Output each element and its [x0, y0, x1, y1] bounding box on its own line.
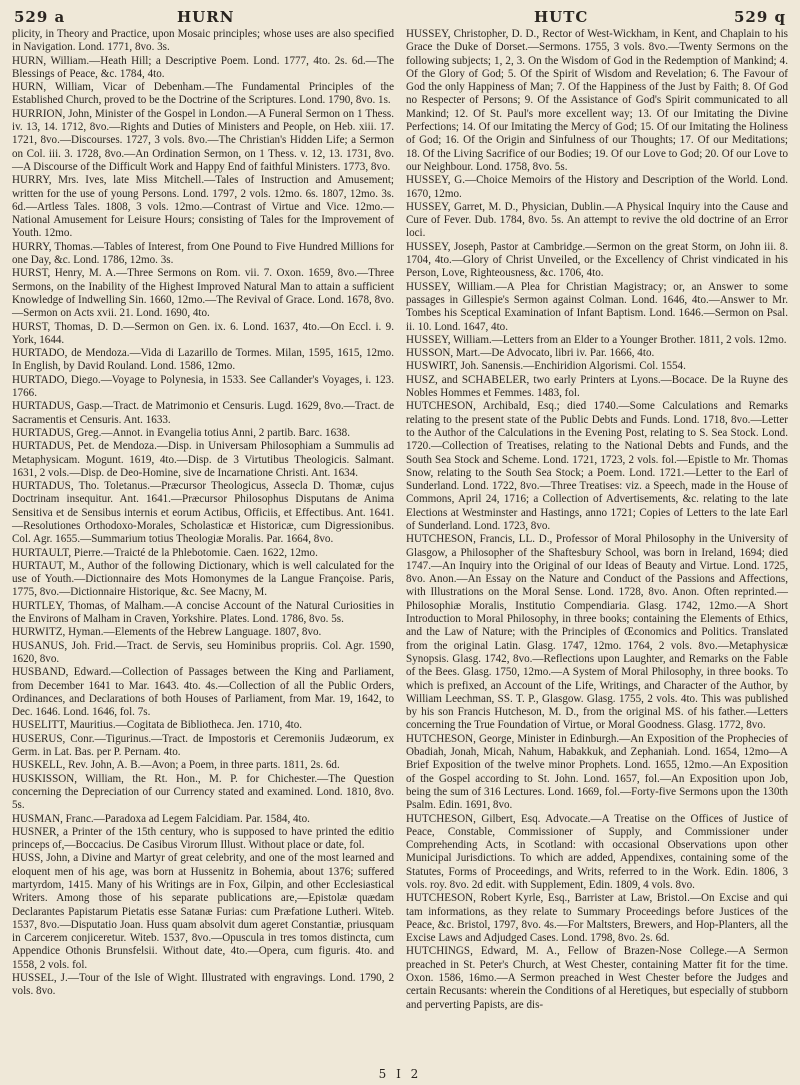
entry: HURST, Thomas, D. D.—Sermon on Gen. ix. 6. Lond. 1637, 4to.—On Eccl. i. 9. York, 1644. [12, 320, 394, 346]
entry: HUTCHINGS, Edward, M. A., Fellow of Brazen-Nose College.—A Sermon preached in St. Peter's Church, at West Chester, containing Matter fit for the time. Oxon. 1586, 16mo.—A Sermon preached in West Chester before the Judges and certain Recusants: wherein the Conditions of al Heretiques, but especially of stubborn and perverting Papists, are dis- [406, 945, 788, 1011]
signature-mark: 5 I 2 [378, 1067, 422, 1081]
entry: HUTCHESON, Archibald, Esq.; died 1740.—Some Calculations and Remarks relating to the present state of the Public Debts and Funds. Lond. 1718, 8vo.—Letter to the Author of the Calculations in the Evening Post, relating to S. Sea Stock. Lond. 1720.—Collection of Treatises, relating to the National Debts and Funds, and the South Sea Stock and Scheme. Lond. 1721, 1723, 2 vols. fol.—Epistle to Mr. Thomas Snow, relating to the South Sea Stock; a Poem. Lond. 1721.—Letter to the Earl of Sunderland. Lond. 1722, 8vo.—Three Treatises: viz. a Speech, made in the House of Commons, April 24, 1716; a Collection of Advertisements, &c. relating to the late Elections at Westminster and Hastings, anno 1721; Copies of Letters to the late Earl of Sunderland. Lond. 1723, 8vo. [406, 400, 788, 532]
entry: HURWITZ, Hyman.—Elements of the Hebrew Language. 1807, 8vo. [12, 626, 322, 639]
entry: HURTLEY, Thomas, of Malham.—A concise Account of the Natural Curiosities in the Environs of Malham in Craven, Yorkshire. Plates. Lond. 1786, 8vo. 5s. [12, 599, 394, 626]
entry: HUSSEY, Joseph, Pastor at Cambridge.—Sermon on the great Storm, on John iii. 8. 1704, 4to.—Glory of Christ Unveiled, or the Excellency of Christ vindicated in his Person, Love, Righteousness, &c. 1706, 4to. [406, 240, 788, 280]
entry: HURRY, Mrs. Ives, late Miss Mitchell.—Tales of Instruction and Amusement; written for the use of young Persons. Lond. 1797, 2 vols. 12mo. 6s. 1807, 12mo. 3s. 6d.—Artless Tales. 1808, 3 vols. 12mo.—Contrast of Virtue and Vice. 12mo.—National Amusement for Leisure Hours; consisting of Tales for the Improvement of Youth. 12mo. [12, 174, 394, 240]
entry: HUTCHESON, Francis, LL. D., Professor of Moral Philosophy in the University of Glasgow, a Philosopher of the Shaftesbury School, was born in Ireland, 1694; died 1747.—An Inquiry into the Original of our Ideas of Beauty and Virtue. Lond. 1725, 8vo. Anon.—An Essay on the Nature and Conduct of the Passions and Affections, with Illustrations on the Moral Sense. Lond. 1728, 8vo. Anon. Often reprinted.—Philosophiæ Moralis, Institutio Compendiaria. Glasg. 1742, 12mo.—A Short Introduction to Moral Philosophy, in three books; containing the Elements of Ethics, and the Law of Nature; with the Principles of Œconomics and Politics. Translated from the original Latin. Glasg. 1747, 12mo. 1764, 2 vols. 8vo.—Metaphysicæ Synopsis. Glasg. 1742, 8vo.—Reflections upon Laughter, and Remarks on the Fable of the Bees. Glasg. 1750, 12mo.—A System of Moral Philosophy, in three books. To which is prefixed, an Account of the Life, Writings, and Character of the Author, by William Leechman, SS. T. P., Glasgow. Glasg. 1755, 2 vols. 4to. This was published by his son Francis Hutcheson, M. D., from the original MS. of his father.—Letters concerning the True Foundation of Virtue, or Moral Goodness. Glasg. 1772, 8vo. [406, 533, 788, 732]
entry: HURTADUS, Gasp.—Tract. de Matrimonio et Censuris. Lugd. 1629, 8vo.—Tract. de Sacramentis et Censuris. Ant. 1633. [12, 400, 394, 426]
entry: HUSSEL, J.—Tour of the Isle of Wight. Illustrated with engravings. Lond. 1790, 2 vols. 8vo. [12, 972, 394, 998]
entry: HURTADO, Diego.—Voyage to Polynesia, in 1533. See Callander's Voyages, i. 123. 1766. [12, 373, 394, 400]
entry: HUTCHESON, George, Minister in Edinburgh.—An Exposition of the Prophecies of Obadiah, Jonah, Micah, Nahum, Habakkuk, and Zephaniah. Lond. 1654, 12mo—A Brief Exposition of the twelve minor Prophets. Lond. 1655, 12mo.—An Exposition of the Gospel according to St. John. Lond. 1657, fol.—An Exposition upon Job, being the sum of 316 Lectures. Lond. 1669, fol.—Forty-five Sermons upon the 130th Psalm. Edin. 1691, 8vo. [406, 732, 788, 812]
entry: HURTADO, de Mendoza.—Vida di Lazarillo de Tormes. Milan, 1595, 1615, 12mo. In English, by David Rouland. Lond. 1586, 12mo. [12, 347, 394, 373]
left-running-head: HURN [177, 8, 235, 26]
entry: HURST, Henry, M. A.—Three Sermons on Rom. vii. 7. Oxon. 1659, 8vo.—Three Sermons, on the Inability of the Highest Improved Natural Man to attain a sufficient Knowledge of Indwelling Sin. 1660, 12mo.—The Revival of Grace. Lond. 1678, 8vo.—Sermon on Acts xvii. 21. Lond. 1690, 4to. [12, 267, 394, 320]
right-running-head: HUTC [534, 8, 589, 26]
entry: HURTADUS, Greg.—Annot. in Evangelia totius Anni, 2 partib. Barc. 1638. [12, 426, 350, 439]
entry: HUSSEY, G.—Choice Memoirs of the History and Description of the World. Lond. 1670, 12mo. [406, 174, 788, 200]
entry: HUSSEY, Garret, M. D., Physician, Dublin.—A Physical Inquiry into the Cause and Cure of Fever. Dub. 1784, 8vo. 5s. An attempt to revive the old doctrine of an Error loci. [406, 200, 788, 240]
entry: HUSBAND, Edward.—Collection of Passages between the King and Parliament, from December 1641 to Mar. 1643. 4to. 4s.—Collection of all the Public Orders, Ordinances, and Declarations of both Houses of Parliament, from Mar. 19, 1642, to Dec. 1646. Lond. 1646, fol. 7s. [12, 666, 394, 719]
entry: HUSZ, and SCHABELER, two early Printers at Lyons.—Bocace. De la Ruyne des Nobles Hommes et Femmes. 1483, fol. [406, 373, 788, 400]
entry: HUSSON, Mart.—De Advocato, libri iv. Par. 1666, 4to. [406, 347, 655, 360]
running-header [12, 8, 788, 26]
entry: HUSELITT, Mauritius.—Cogitata de Bibliotheca. Jen. 1710, 4to. [12, 719, 303, 732]
entry: HURTADUS, Tho. Toletanus.—Præcursor Theologicus, Assecla D. Thomæ, cujus Doctrinam insequitur. Ant. 1641.—Præcursor Philosophus Disputans de Anima Sensitiva et de Sensibus internis et eorum Actibus, Officiis, et Effectibus. Ant. 1641.—Resolutiones Orthodoxo-Morales, Scholasticæ et Historicæ, cum Digressionibus. Col. Agr. 1655.—Summarium totius Theologiæ Moralis. Par. 1664, 8vo. [12, 480, 394, 546]
entry: HUSSEY, William.—A Plea for Christian Magistracy; or, an Answer to some passages in Gillespie's Sermon against Colman. Lond. 1646, 4to.—Answer to Mr. Tombes his Sceptical Examination of Infant Baptism. Lond. 1646.—Sermon on Psal. ii. 10. Lond. 1647, 4to. [406, 280, 788, 333]
entry: plicity, in Theory and Practice, upon Mosaic principles; whose uses are also specified in Navigation. Lond. 1771, 8vo. 3s. [12, 28, 394, 54]
left-page-number: 529 a [14, 8, 66, 26]
entry: HUTCHESON, Gilbert, Esq. Advocate.—A Treatise on the Offices of Justice of Peace, Constable, Commissioner of Supply, and Commissioner under Comprehending Acts, in Scotland: with occasional Observations upon other Municipal Jurisdictions. To which are added, Appendixes, containing some of the Statutes, Forms of Proceedings, and Writs, referred to in the Work. Edin. 1806, 3 vols. roy. 8vo. 2d edit. with Supplement, Edin. 1809, 4 vols. 8vo. [406, 812, 788, 891]
entry: HURN, William, Vicar of Debenham.—The Fundamental Principles of the Established Church, proved to be the Doctrine of the Scriptures. Lond. 1790, 8vo. 1s. [12, 81, 394, 107]
entry: HURRION, John, Minister of the Gospel in London.—A Funeral Sermon on 1 Thess. iv. 13, 14. 1712, 8vo.—Rights and Duties of Ministers and People, on Heb. xiii. 17. 1721, 8vo.—Discourses. 1727, 3 vols. 8vo.—The Christian's Hidden Life; a Sermon on Col. iii. 3. 1728, 8vo.—An Ordination Sermon, on 1 Thess. v. 12, 13. 1731, 8vo.—A Discourse of the Difficult Work and Happy End of faithful Ministers. 1773, 8vo. [12, 107, 394, 173]
right-page-number: 529 q [733, 8, 786, 26]
entry: HUSS, John, a Divine and Martyr of great celebrity, and one of the most learned and eloquent men of his age, was born at Hussenitz in Bohemia, about 1376; suffered martyrdom, 1415. Many of his Writings are in Fox, Gilpin, and other Ecclesiastical Writers. Among those of his separate publications are,—Epistolæ quædam Declarantes Papistarum Pietatis esse Satanæ Furias: cum Præfatione Lutheri. Witeb. 1537, 8vo.—Disputatio Joan. Huss quam absolvit dum ageret Constantiæ, priusquam in Carcerem conjiceretur. Witeb. 1537, 8vo.—Opuscula in tres tomos distincta, cum Appendice Othonis Brunsfelsii. Without date, 4to.—Opera, cum figuris. 4to. and 1558, 2 vols. fol. [12, 852, 394, 971]
entry: HUSKISSON, William, the Rt. Hon., M. P. for Chichester.—The Question concerning the Depreciation of our Currency stated and examined. Lond. 1810, 8vo. 5s. [12, 772, 394, 812]
right-column [406, 28, 788, 1012]
left-column [12, 28, 394, 1012]
entry: HUSSEY, William.—Letters from an Elder to a Younger Brother. 1811, 2 vols. 12mo. [406, 333, 787, 346]
entry: HUSSEY, Christopher, D. D., Rector of West-Wickham, in Kent, and Chaplain to his Grace the Duke of Dorset.—Sermons. 1755, 3 vols. 8vo.—Twenty Sermons on the following subjects; 1, 2, 3. On the Wisdom of God in the Redemption of Mankind; 4. Of the Glory of God; 5. Of the Spirit of Wisdom and Revelation; 6. The Favour of God the only Happiness of Man; 7. Of the Happiness of the Just by Faith; 8. Of God no Respecter of Persons; 9. Of the Assistance of God's Spirit communicated to all Mankind; 12. Of St. Paul's more excellent way; 13. Of our Imitating the Divine Perfections; 14. Of our Imitating the Mercy of God; 15. Of our Imitating the Holiness of God; 16. Of the Origin and Sinfulness of our Thoughts; 17. Of our Meditations; 18. Of the Living Sacrifice of our Bodies; 19. Of our Love to God; 20. Of our Love to our Neighbour. Lond. 1758, 8vo. 5s. [406, 28, 788, 173]
entry: HUTCHESON, Robert Kyrle, Esq., Barrister at Law, Bristol.—On Excise and qui tam informations, as they relate to Summary Proceedings before Justices of the Peace, &c. Bristol, 1797, 8vo. 4s.—For Maltsters, Brewers, and Hop-Planters, all the Excise Laws and Adjudged Cases. Lond. 1798, 8vo. 2s. 6d. [406, 892, 788, 945]
entry: HUSANUS, Joh. Frid.—Tract. de Servis, seu Hominibus propriis. Col. Agr. 1590, 1620, 8vo. [12, 639, 394, 665]
entry: HURTAUT, M., Author of the following Dictionary, which is well calculated for the use of Youth.—Dictionnaire des Mots Homonymes de la Langue Françoise. Paris, 1775, 8vo.—Dictionnaire Historique, &c. See Macny, M. [12, 559, 394, 599]
entry: HURTAULT, Pierre.—Traicté de la Phlebotomie. Caen. 1622, 12mo. [12, 546, 318, 559]
entry: HUSKELL, Rev. John, A. B.—Avon; a Poem, in three parts. 1811, 2s. 6d. [12, 759, 340, 772]
entry: HUSERUS, Conr.—Tigurinus.—Tract. de Impostoris et Ceremoniis Judæorum, ex Germ. in Lat. Bas. per P. Pernam. 4to. [12, 732, 394, 759]
entry: HURRY, Thomas.—Tables of Interest, from One Pound to Five Hundred Millions for one Day, &c. Lond. 1786, 12mo. 3s. [12, 240, 394, 267]
entry: HUSWIRT, Joh. Sanensis.—Enchiridion Algorismi. Col. 1554. [406, 360, 686, 373]
entry: HUSNER, a Printer of the 15th century, who is supposed to have printed the editio princeps of,—Boccacius. De Casibus Virorum Illust. Without place or date, fol. [12, 825, 394, 852]
entry: HUSMAN, Franc.—Paradoxa ad Legem Falcidiam. Par. 1584, 4to. [12, 812, 310, 825]
entry: HURTADUS, Pet. de Mendoza.—Disp. in Universam Philosophiam a Summulis ad Metaphysicam. Mogunt. 1619, 4to.—Disp. de 3 Virtutibus Theologicis. Salmant. 1631, 2 vols.—Disp. de Deo-Homine, sive de Incarnatione Christi. Ant. 1634. [12, 440, 394, 479]
entry: HURN, William.—Heath Hill; a Descriptive Poem. Lond. 1777, 4to. 2s. 6d.—The Blessings of Peace, &c. 1784, 4to. [12, 54, 394, 80]
